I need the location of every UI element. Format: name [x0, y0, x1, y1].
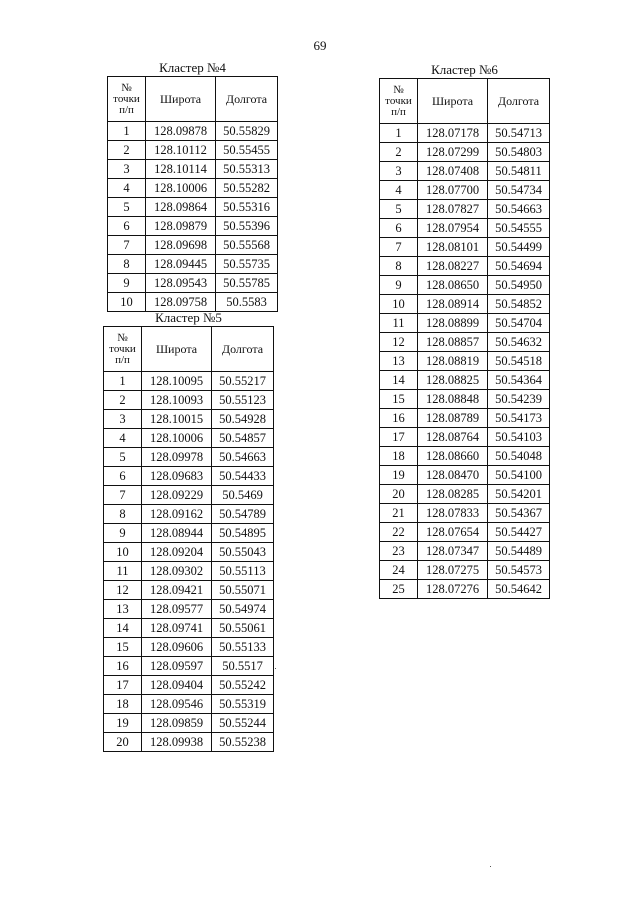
- point-number-header: № точки п/п: [104, 327, 142, 372]
- scan-mark: [490, 866, 491, 867]
- longitude-cell: 50.54555: [488, 219, 550, 238]
- point-number-cell: 1: [104, 372, 142, 391]
- longitude-cell: 50.55133: [212, 638, 274, 657]
- latitude-cell: 128.09859: [142, 714, 212, 733]
- latitude-cell: 128.09683: [142, 467, 212, 486]
- latitude-cell: 128.09758: [146, 293, 216, 312]
- table-row: [380, 219, 550, 238]
- latitude-cell: 128.09606: [142, 638, 212, 657]
- longitude-cell: 50.54950: [488, 276, 550, 295]
- table-row: [380, 314, 550, 333]
- latitude-cell: 128.09878: [146, 122, 216, 141]
- table-row: [380, 561, 550, 580]
- table-row: [104, 448, 274, 467]
- point-number-cell: 7: [108, 236, 146, 255]
- table-row: [380, 390, 550, 409]
- cluster-4-table: [107, 76, 278, 312]
- point-number-cell: 3: [104, 410, 142, 429]
- table-row: [108, 160, 278, 179]
- longitude-cell: 50.54364: [488, 371, 550, 390]
- table-row: [108, 141, 278, 160]
- longitude-cell: 50.54642: [488, 580, 550, 599]
- latitude-cell: 128.09879: [146, 217, 216, 236]
- table-row: [108, 236, 278, 255]
- latitude-cell: 128.07276: [418, 580, 488, 599]
- longitude-cell: 50.54632: [488, 333, 550, 352]
- point-number-cell: 2: [104, 391, 142, 410]
- table-row: [104, 657, 274, 676]
- cluster-6-section: [379, 62, 550, 599]
- point-number-cell: 3: [380, 162, 418, 181]
- point-number-cell: 14: [380, 371, 418, 390]
- point-number-cell: 12: [380, 333, 418, 352]
- table-row: [104, 600, 274, 619]
- latitude-cell: 128.09978: [142, 448, 212, 467]
- table-row: [104, 429, 274, 448]
- point-number-cell: 20: [380, 485, 418, 504]
- point-number-cell: 14: [104, 619, 142, 638]
- latitude-cell: 128.09302: [142, 562, 212, 581]
- table-row: [104, 562, 274, 581]
- point-number-header: № точки п/п: [108, 77, 146, 122]
- longitude-cell: 50.54789: [212, 505, 274, 524]
- longitude-cell: 50.54974: [212, 600, 274, 619]
- table-row: [380, 466, 550, 485]
- latitude-cell: 128.09543: [146, 274, 216, 293]
- longitude-cell: 50.54100: [488, 466, 550, 485]
- point-number-cell: 18: [380, 447, 418, 466]
- table-row: [380, 162, 550, 181]
- table-row: [108, 122, 278, 141]
- point-number-cell: 2: [380, 143, 418, 162]
- table-row: [380, 409, 550, 428]
- point-number-cell: 3: [108, 160, 146, 179]
- longitude-cell: 50.54811: [488, 162, 550, 181]
- point-number-cell: 17: [104, 676, 142, 695]
- table-row: [104, 391, 274, 410]
- latitude-cell: 128.10114: [146, 160, 216, 179]
- table-row: [104, 467, 274, 486]
- longitude-cell: 50.54173: [488, 409, 550, 428]
- longitude-cell: 50.55217: [212, 372, 274, 391]
- point-number-cell: 5: [380, 200, 418, 219]
- point-number-cell: 16: [380, 409, 418, 428]
- page-number: 69: [313, 38, 327, 53]
- point-number-cell: 19: [380, 466, 418, 485]
- table-row: [380, 580, 550, 599]
- latitude-cell: 128.10095: [142, 372, 212, 391]
- latitude-cell: 128.10015: [142, 410, 212, 429]
- table-row: [380, 523, 550, 542]
- table-row: [108, 179, 278, 198]
- point-number-cell: 23: [380, 542, 418, 561]
- table-row: [380, 333, 550, 352]
- table-row: [380, 485, 550, 504]
- latitude-cell: 128.08764: [418, 428, 488, 447]
- longitude-cell: 50.54694: [488, 257, 550, 276]
- longitude-cell: 50.54734: [488, 181, 550, 200]
- point-number-cell: 7: [380, 238, 418, 257]
- point-number-cell: 8: [380, 257, 418, 276]
- point-number-cell: 8: [104, 505, 142, 524]
- point-number-cell: 21: [380, 504, 418, 523]
- latitude-cell: 128.08914: [418, 295, 488, 314]
- point-number-cell: 9: [108, 274, 146, 293]
- latitude-cell: 128.07408: [418, 162, 488, 181]
- table-row: [380, 542, 550, 561]
- latitude-cell: 128.07833: [418, 504, 488, 523]
- table-row: [104, 372, 274, 391]
- cluster-4-section: [107, 60, 278, 312]
- point-number-cell: 11: [380, 314, 418, 333]
- table-row: [380, 504, 550, 523]
- latitude-cell: 128.09597: [142, 657, 212, 676]
- latitude-cell: 128.08650: [418, 276, 488, 295]
- longitude-cell: 50.54518: [488, 352, 550, 371]
- point-number-cell: 11: [104, 562, 142, 581]
- table-row: [104, 486, 274, 505]
- table-row: [108, 198, 278, 217]
- point-number-cell: 12: [104, 581, 142, 600]
- longitude-cell: 50.55282: [216, 179, 278, 198]
- table-row: [104, 676, 274, 695]
- longitude-cell: 50.55785: [216, 274, 278, 293]
- longitude-cell: 50.54201: [488, 485, 550, 504]
- latitude-cell: 128.10006: [142, 429, 212, 448]
- table-row: [380, 257, 550, 276]
- table-row: [104, 581, 274, 600]
- table-row: [108, 274, 278, 293]
- longitude-cell: 50.55313: [216, 160, 278, 179]
- point-number-cell: 17: [380, 428, 418, 447]
- table-row: [104, 733, 274, 752]
- cluster-6-title: Кластер №6: [431, 62, 498, 77]
- longitude-cell: 50.55244: [212, 714, 274, 733]
- cluster-5-title: Кластер №5: [155, 310, 222, 325]
- latitude-cell: 128.07299: [418, 143, 488, 162]
- latitude-cell: 128.10093: [142, 391, 212, 410]
- table-row: [108, 255, 278, 274]
- longitude-cell: 50.54433: [212, 467, 274, 486]
- latitude-cell: 128.07954: [418, 219, 488, 238]
- table-row: [380, 371, 550, 390]
- longitude-cell: 50.54928: [212, 410, 274, 429]
- table-row: [104, 543, 274, 562]
- table-row: [108, 217, 278, 236]
- table-row: [108, 293, 278, 312]
- longitude-header: Долгота: [212, 327, 274, 372]
- point-number-cell: 20: [104, 733, 142, 752]
- table-row: [104, 410, 274, 429]
- table-row: [104, 524, 274, 543]
- table-row: [104, 638, 274, 657]
- point-number-cell: 13: [380, 352, 418, 371]
- table-row: [104, 619, 274, 638]
- table-row: [380, 295, 550, 314]
- longitude-cell: 50.55113: [212, 562, 274, 581]
- latitude-cell: 128.09864: [146, 198, 216, 217]
- longitude-cell: 50.55316: [216, 198, 278, 217]
- point-number-cell: 4: [380, 181, 418, 200]
- point-number-cell: 15: [380, 390, 418, 409]
- latitude-cell: 128.10006: [146, 179, 216, 198]
- cluster-5-table: [103, 326, 274, 752]
- point-number-cell: 2: [108, 141, 146, 160]
- table-row: [380, 428, 550, 447]
- latitude-cell: 128.08944: [142, 524, 212, 543]
- point-number-cell: 22: [380, 523, 418, 542]
- point-number-cell: 25: [380, 580, 418, 599]
- latitude-cell: 128.09421: [142, 581, 212, 600]
- longitude-cell: 50.55829: [216, 122, 278, 141]
- point-number-cell: 10: [104, 543, 142, 562]
- cluster-4-title: Кластер №4: [159, 60, 226, 75]
- longitude-cell: 50.54427: [488, 523, 550, 542]
- point-number-cell: 10: [108, 293, 146, 312]
- point-number-cell: 6: [104, 467, 142, 486]
- point-number-cell: 19: [104, 714, 142, 733]
- point-number-cell: 6: [380, 219, 418, 238]
- latitude-cell: 128.07700: [418, 181, 488, 200]
- longitude-cell: 50.54499: [488, 238, 550, 257]
- table-row: [104, 505, 274, 524]
- table-row: [380, 352, 550, 371]
- latitude-cell: 128.07275: [418, 561, 488, 580]
- longitude-cell: 50.5517: [212, 657, 274, 676]
- latitude-cell: 128.08819: [418, 352, 488, 371]
- latitude-cell: 128.08857: [418, 333, 488, 352]
- longitude-cell: 50.55319: [212, 695, 274, 714]
- longitude-cell: 50.54713: [488, 124, 550, 143]
- latitude-cell: 128.08825: [418, 371, 488, 390]
- table-row: [380, 143, 550, 162]
- latitude-cell: 128.09577: [142, 600, 212, 619]
- latitude-cell: 128.08789: [418, 409, 488, 428]
- latitude-cell: 128.07178: [418, 124, 488, 143]
- longitude-cell: 50.54239: [488, 390, 550, 409]
- table-row: [380, 238, 550, 257]
- point-number-cell: 5: [108, 198, 146, 217]
- latitude-cell: 128.09938: [142, 733, 212, 752]
- longitude-cell: 50.55238: [212, 733, 274, 752]
- point-number-cell: 24: [380, 561, 418, 580]
- latitude-cell: 128.08899: [418, 314, 488, 333]
- latitude-cell: 128.09445: [146, 255, 216, 274]
- table-header-row: [104, 327, 274, 372]
- longitude-cell: 50.55123: [212, 391, 274, 410]
- point-number-cell: 16: [104, 657, 142, 676]
- longitude-cell: 50.54489: [488, 542, 550, 561]
- table-header-row: [380, 79, 550, 124]
- latitude-cell: 128.08227: [418, 257, 488, 276]
- latitude-cell: 128.09741: [142, 619, 212, 638]
- point-number-cell: 8: [108, 255, 146, 274]
- point-number-cell: 9: [104, 524, 142, 543]
- longitude-cell: 50.55455: [216, 141, 278, 160]
- latitude-cell: 128.08660: [418, 447, 488, 466]
- latitude-header: Широта: [418, 79, 488, 124]
- point-number-cell: 1: [108, 122, 146, 141]
- latitude-cell: 128.09698: [146, 236, 216, 255]
- longitude-cell: 50.54103: [488, 428, 550, 447]
- latitude-cell: 128.08101: [418, 238, 488, 257]
- longitude-header: Долгота: [216, 77, 278, 122]
- latitude-cell: 128.08285: [418, 485, 488, 504]
- longitude-cell: 50.54663: [488, 200, 550, 219]
- longitude-cell: 50.54573: [488, 561, 550, 580]
- point-number-header: № точки п/п: [380, 79, 418, 124]
- point-number-cell: 15: [104, 638, 142, 657]
- latitude-cell: 128.07654: [418, 523, 488, 542]
- latitude-cell: 128.09204: [142, 543, 212, 562]
- point-number-cell: 18: [104, 695, 142, 714]
- point-number-cell: 9: [380, 276, 418, 295]
- point-number-cell: 1: [380, 124, 418, 143]
- table-row: [380, 181, 550, 200]
- point-number-cell: 4: [108, 179, 146, 198]
- table-row: [380, 276, 550, 295]
- latitude-cell: 128.07827: [418, 200, 488, 219]
- latitude-cell: 128.10112: [146, 141, 216, 160]
- scan-mark: [275, 668, 276, 669]
- longitude-cell: 50.55735: [216, 255, 278, 274]
- longitude-cell: 50.55242: [212, 676, 274, 695]
- table-row: [380, 447, 550, 466]
- cluster-5-section: [103, 310, 274, 752]
- latitude-header: Широта: [146, 77, 216, 122]
- longitude-cell: 50.54803: [488, 143, 550, 162]
- point-number-cell: 6: [108, 217, 146, 236]
- table-row: [380, 124, 550, 143]
- cluster-6-table: [379, 78, 550, 599]
- longitude-cell: 50.54367: [488, 504, 550, 523]
- point-number-cell: 10: [380, 295, 418, 314]
- latitude-cell: 128.09229: [142, 486, 212, 505]
- point-number-cell: 7: [104, 486, 142, 505]
- longitude-cell: 50.55061: [212, 619, 274, 638]
- latitude-cell: 128.09404: [142, 676, 212, 695]
- longitude-cell: 50.54852: [488, 295, 550, 314]
- point-number-cell: 4: [104, 429, 142, 448]
- latitude-header: Широта: [142, 327, 212, 372]
- point-number-cell: 13: [104, 600, 142, 619]
- longitude-cell: 50.54704: [488, 314, 550, 333]
- longitude-cell: 50.54857: [212, 429, 274, 448]
- longitude-header: Долгота: [488, 79, 550, 124]
- longitude-cell: 50.55043: [212, 543, 274, 562]
- latitude-cell: 128.09546: [142, 695, 212, 714]
- table-row: [104, 695, 274, 714]
- table-row: [104, 714, 274, 733]
- longitude-cell: 50.54663: [212, 448, 274, 467]
- longitude-cell: 50.55568: [216, 236, 278, 255]
- longitude-cell: 50.5583: [216, 293, 278, 312]
- point-number-cell: 5: [104, 448, 142, 467]
- table-header-row: [108, 77, 278, 122]
- longitude-cell: 50.54048: [488, 447, 550, 466]
- longitude-cell: 50.55396: [216, 217, 278, 236]
- longitude-cell: 50.55071: [212, 581, 274, 600]
- table-row: [380, 200, 550, 219]
- longitude-cell: 50.5469: [212, 486, 274, 505]
- latitude-cell: 128.08470: [418, 466, 488, 485]
- longitude-cell: 50.54895: [212, 524, 274, 543]
- latitude-cell: 128.09162: [142, 505, 212, 524]
- latitude-cell: 128.08848: [418, 390, 488, 409]
- latitude-cell: 128.07347: [418, 542, 488, 561]
